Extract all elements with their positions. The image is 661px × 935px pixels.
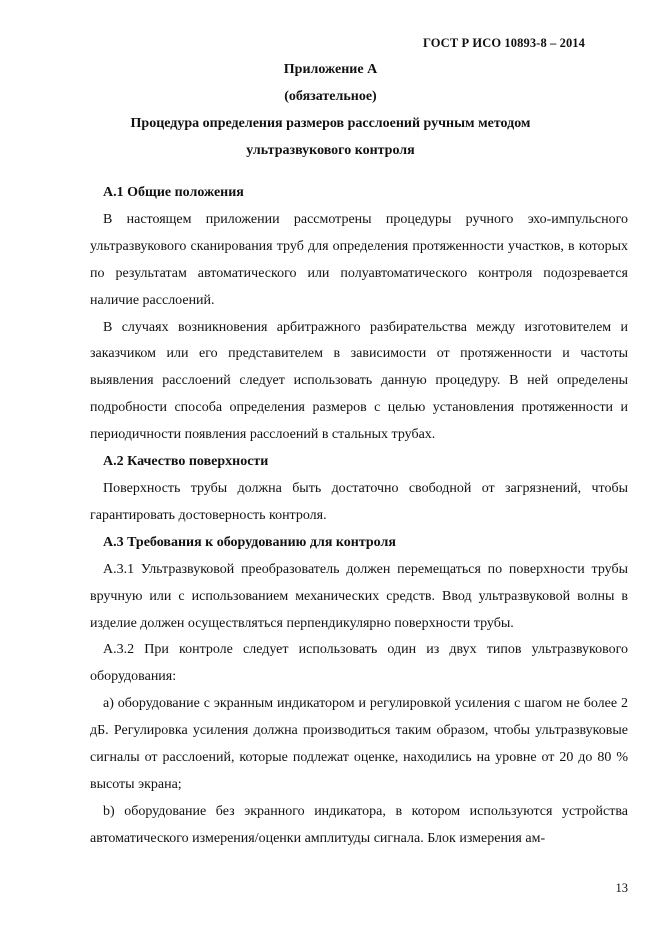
standard-code-header: ГОСТ Р ИСО 10893-8 – 2014: [422, 36, 585, 50]
section-a3-paragraph-2: А.3.2 При контроле следует использовать один из двух типов ультразвукового оборудования:: [90, 642, 628, 685]
section-a2-title: А.2 Качество поверхности: [103, 454, 269, 470]
page-number: 13: [615, 881, 628, 895]
appendix-heading-line-2: ультразвукового контроля: [246, 143, 415, 158]
section-a3-list-item-a: а) оборудование с экранным индикатором и регулировкой усиления с шагом не более 2 дБ. Регулировка усиления должна производиться таким образом, чтобы ультразвуковые сигналы от расслоений, которые подлежат оценке, находились на уровне от 20 до 80 % высоты экрана;: [90, 696, 628, 792]
section-a3-list-item-b: b) оборудование без экранного индикатора, в котором используются устройства автоматического измерения/оценки амплитуды сигнала. Блок измерения ам-: [90, 803, 628, 846]
section-a3-paragraph-1: А.3.1 Ультразвуковой преобразователь должен перемещаться по поверхности трубы вручную или с использованием механических средств. Ввод ультразвуковой волны в изделие должен осуществляться перпендикулярно поверхности трубы.: [90, 561, 628, 631]
appendix-status: (обязательное): [284, 89, 377, 104]
document-body: [90, 180, 628, 853]
section-a1-paragraph-1: В настоящем приложении рассмотрены процедуры ручного эхо-импульсного ультразвукового сканирования труб для определения протяженности участков, в которых по результатам автоматического или полуавтоматического контроля подозревается наличие расслоений.: [90, 211, 628, 308]
section-a2-paragraph-1: Поверхность трубы должна быть достаточно свободной от загрязнений, чтобы гарантировать достоверность контроля.: [90, 480, 628, 523]
section-a3-title: А.3 Требования к оборудованию для контроля: [103, 534, 396, 550]
appendix-title: Приложение А: [283, 62, 378, 77]
section-a1-paragraph-2: В случаях возникновения арбитражного разбирательства между изготовителем и заказчиком или его представителем в зависимости от протяженности и частоты выявления расслоений следует использовать данную процедуру. В ней определены подробности способа определения размеров с целью установления протяженности и периодичности появления расслоений в стальных трубах.: [90, 319, 628, 443]
appendix-heading-line-1: Процедура определения размеров расслоений ручным методом: [130, 116, 531, 131]
section-a1-title: А.1 Общие положения: [103, 185, 244, 200]
